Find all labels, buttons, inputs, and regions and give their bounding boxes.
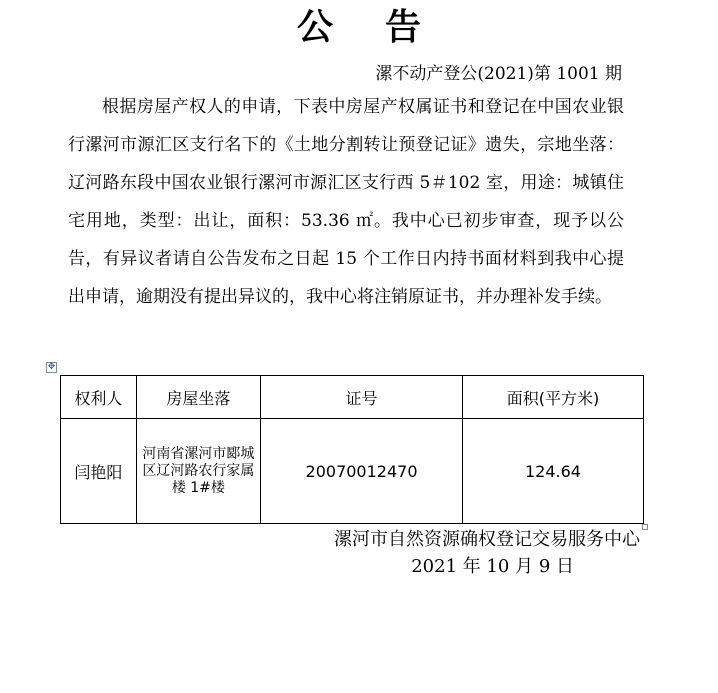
table-resize-handle[interactable] — [642, 524, 648, 530]
cell-owner: 闫艳阳 — [61, 419, 137, 524]
cell-area: 124.64 — [462, 419, 643, 524]
cell-location: 河南省漯河市郾城区辽河路农行家属楼 1#楼 — [136, 419, 260, 524]
header-location: 房屋坐落 — [136, 376, 260, 419]
header-owner: 权利人 — [61, 376, 137, 419]
issuer-name: 漯河市自然资源确权登记交易服务中心 — [334, 529, 640, 550]
records-table — [60, 375, 644, 524]
table-row — [61, 419, 644, 524]
header-cert-no: 证号 — [261, 376, 463, 419]
notice-body: 根据房屋产权人的申请，下表中房屋产权属证书和登记在中国农业银行漯河市源汇区支行名下的《土地分割转让预登记证》遗失，宗地坐落：辽河路东段中国农业银行漯河市源汇区支行西 5＃102 室，用途：城镇住宅用地，类型：出让，面积：53.36 ㎡。我中心已初步审查，现予以公告，有异议者请自公告发布之日起 15 个工作日内持书面材料到我中心提出申请，逾期没有提出异议的，我中心将注销原证书，并办理补发手续。 — [68, 97, 624, 307]
document-number: 漯不动产登公(2021)第 1001 期 — [375, 64, 622, 84]
table-header-row — [61, 376, 644, 419]
cell-cert-no: 20070012470 — [261, 419, 463, 524]
move-cross-icon[interactable]: ✥ — [47, 362, 56, 372]
issue-date: 2021 年 10 月 9 日 — [411, 556, 574, 577]
notice-title: 公告 — [296, 7, 473, 48]
header-area: 面积(平方米) — [462, 376, 643, 419]
